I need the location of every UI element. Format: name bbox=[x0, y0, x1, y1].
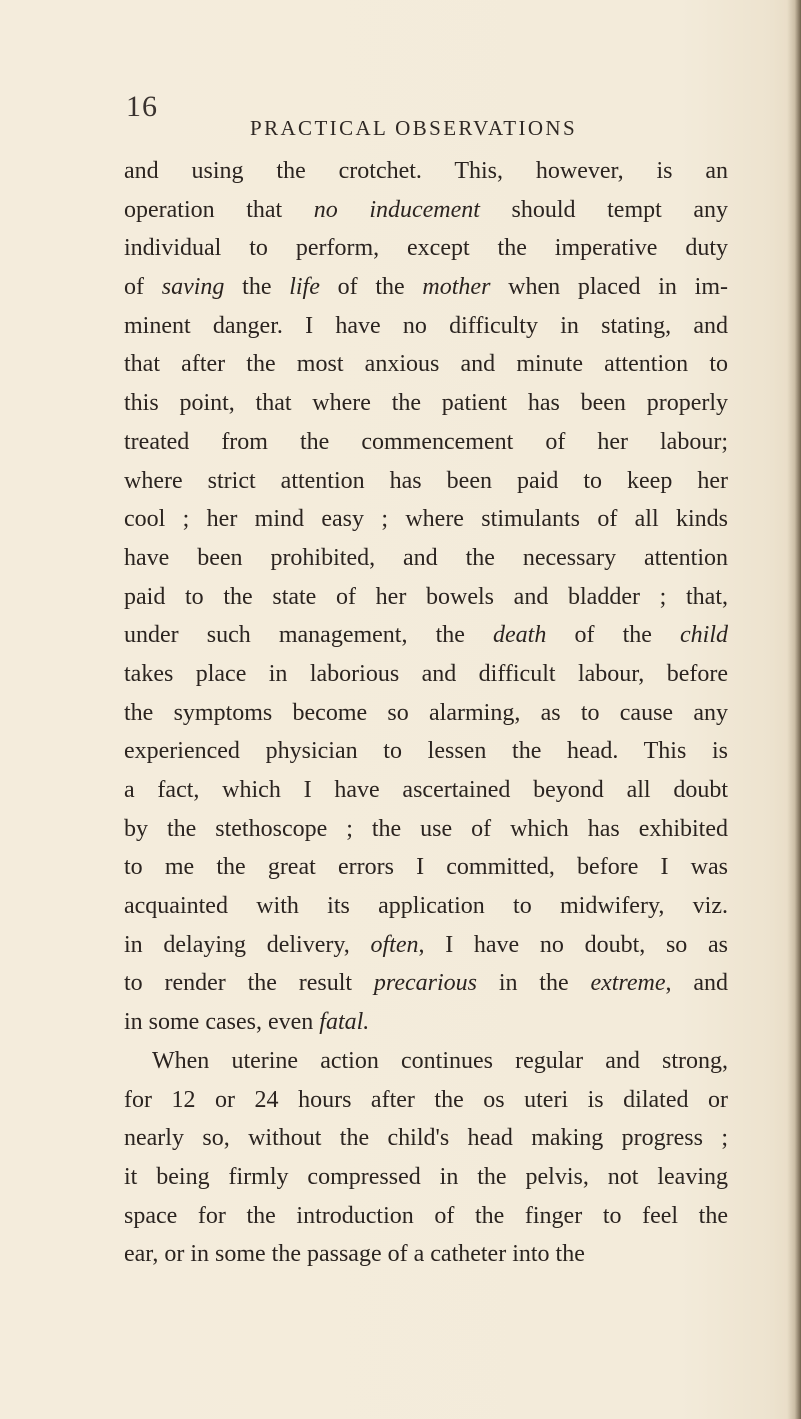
text-segment: nearly so, without the child's head making progress ; bbox=[124, 1125, 728, 1152]
page-number: 16 bbox=[126, 90, 158, 123]
text-line bbox=[124, 655, 728, 694]
text-segment: of bbox=[124, 274, 162, 301]
page-edge-shadow bbox=[787, 0, 801, 1419]
text-segment: this point, that where the patient has been properly bbox=[124, 390, 728, 417]
italic-text: saving bbox=[161, 274, 225, 301]
italic-text: no inducement bbox=[313, 196, 480, 223]
text-segment: by the stethoscope ; the use of which has exhibited bbox=[124, 815, 728, 842]
text-line bbox=[124, 500, 728, 539]
text-line bbox=[124, 307, 728, 346]
text-segment: to me the great errors I committed, before I was bbox=[124, 854, 728, 881]
text-line bbox=[124, 1235, 728, 1274]
text-segment: and using the crotchet. This, however, is an bbox=[124, 158, 728, 184]
text-segment: of the bbox=[319, 274, 423, 301]
text-line bbox=[124, 1081, 728, 1120]
text-segment: cool ; her mind easy ; where stimulants of all kinds bbox=[124, 506, 728, 533]
text-segment: a fact, which I have ascertained beyond all doubt bbox=[124, 777, 728, 803]
text-segment: where strict attention has been paid to keep her bbox=[124, 467, 728, 494]
text-line bbox=[124, 810, 728, 849]
text-line bbox=[124, 268, 728, 307]
text-segment: in delaying delivery, bbox=[124, 931, 371, 958]
text-segment: operation that bbox=[124, 196, 314, 223]
italic-text: child bbox=[680, 622, 729, 649]
text-segment: takes place in laborious and difficult labour, before bbox=[124, 660, 728, 687]
text-segment: in some cases, even bbox=[124, 1009, 320, 1036]
text-segment: of the bbox=[546, 622, 681, 649]
text-line bbox=[124, 1003, 728, 1042]
running-head: PRACTICAL OBSERVATIONS bbox=[250, 116, 578, 140]
italic-text: extreme bbox=[590, 970, 666, 997]
italic-text: life bbox=[289, 274, 320, 301]
text-segment: , I have no doubt, so as bbox=[418, 931, 729, 958]
text-line bbox=[124, 539, 728, 578]
text-segment: , and bbox=[665, 970, 728, 997]
text-line bbox=[124, 462, 728, 501]
text-segment: for 12 or 24 hours after the os uteri is dilated or bbox=[124, 1086, 728, 1113]
italic-text: mother bbox=[422, 274, 491, 301]
text-line bbox=[124, 578, 728, 617]
text-segment: space for the introduction of the finger to feel the bbox=[124, 1202, 728, 1229]
italic-text: death bbox=[493, 622, 547, 649]
italic-text: fatal. bbox=[319, 1009, 370, 1036]
text-line bbox=[124, 423, 728, 462]
text-line bbox=[124, 771, 728, 810]
text-segment: have been prohibited, and the necessary attention bbox=[124, 544, 728, 571]
text-line bbox=[124, 1197, 728, 1236]
text-line bbox=[124, 887, 728, 926]
text-line bbox=[124, 848, 728, 887]
text-line bbox=[124, 1158, 728, 1197]
text-line bbox=[124, 1119, 728, 1158]
italic-text: precarious bbox=[373, 970, 477, 997]
text-segment: ear, or in some the passage of a catheter into the bbox=[124, 1241, 585, 1268]
text-segment: the symptoms become so alarming, as to cause any bbox=[124, 699, 728, 726]
text-segment: paid to the state of her bowels and bladder ; that, bbox=[124, 583, 728, 610]
text-segment: when placed in im- bbox=[490, 274, 728, 301]
text-line bbox=[124, 1042, 728, 1081]
text-segment: under such management, the bbox=[124, 622, 494, 649]
text-line bbox=[124, 152, 728, 191]
text-segment: When uterine action continues regular and strong, bbox=[152, 1047, 728, 1074]
text-line bbox=[124, 926, 728, 965]
text-segment: to render the result bbox=[124, 970, 374, 997]
text-segment: it being firmly compressed in the pelvis, not leaving bbox=[124, 1163, 728, 1190]
text-segment: in the bbox=[477, 970, 591, 997]
text-line bbox=[124, 229, 728, 268]
text-segment: the bbox=[224, 274, 290, 301]
text-line bbox=[124, 384, 728, 423]
text-segment: should tempt any bbox=[479, 196, 728, 223]
italic-text: often bbox=[370, 931, 419, 958]
text-line bbox=[124, 964, 728, 1003]
text-segment: treated from the commencement of her labour; bbox=[124, 428, 728, 455]
body-text bbox=[124, 152, 728, 1274]
text-line bbox=[124, 345, 728, 384]
text-line bbox=[124, 191, 728, 230]
text-segment: minent danger. I have no difficulty in stating, and bbox=[124, 312, 728, 339]
text-segment: that after the most anxious and minute attention to bbox=[124, 351, 728, 378]
text-line bbox=[124, 616, 728, 655]
text-line bbox=[124, 732, 728, 771]
text-segment: acquainted with its application to midwifery, viz. bbox=[124, 893, 728, 920]
text-segment: experienced physician to lessen the head. This is bbox=[124, 738, 728, 765]
text-segment: individual to perform, except the imperative duty bbox=[124, 235, 728, 262]
text-line bbox=[124, 694, 728, 733]
